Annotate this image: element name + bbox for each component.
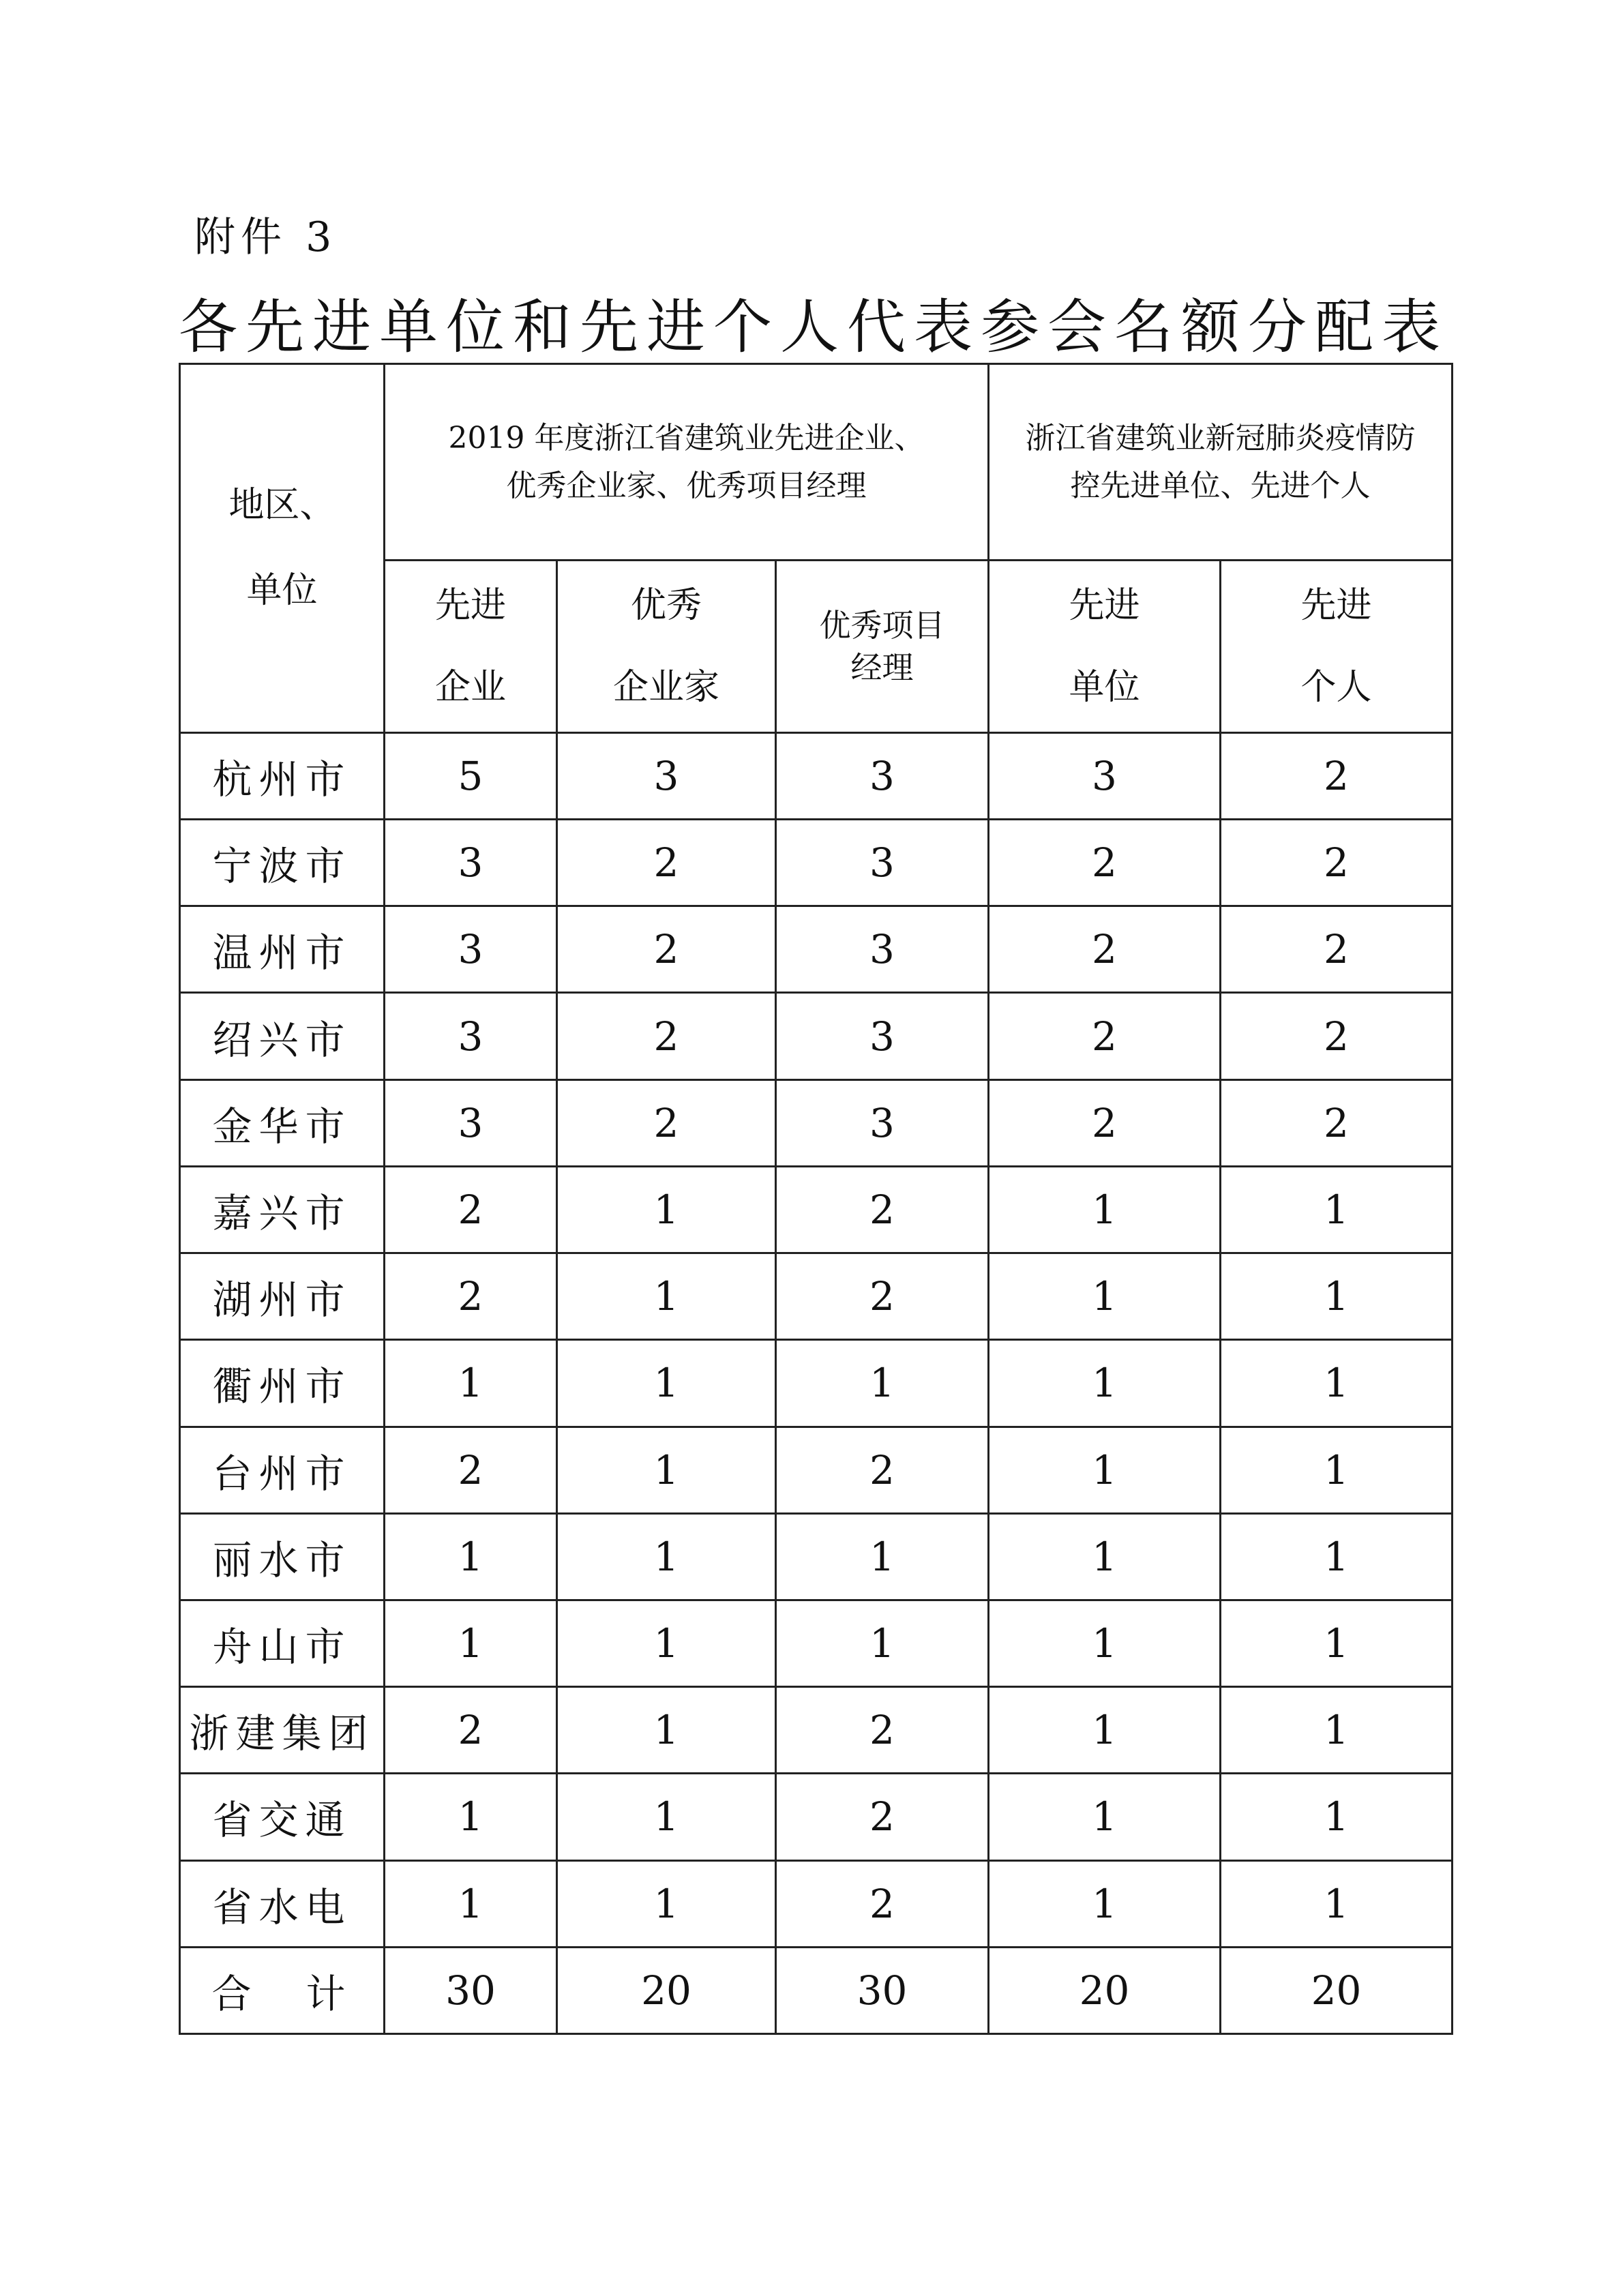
- quota-table: [179, 363, 1453, 2035]
- value-cell: 1: [385, 1513, 557, 1600]
- group-header-line: 浙江省建筑业新冠肺炎疫情防: [1025, 420, 1416, 456]
- value-cell: 3: [385, 1079, 557, 1166]
- table-row: [180, 1427, 1453, 1513]
- attachment-label: 附件 3: [194, 213, 338, 261]
- region-cell: 省水电: [180, 1860, 385, 1947]
- value-cell: 2: [385, 1427, 557, 1513]
- table-row: [180, 1600, 1453, 1686]
- table-row: [180, 1513, 1453, 1600]
- table-row: [180, 1774, 1453, 1860]
- region-cell: 湖州市: [180, 1253, 385, 1340]
- value-cell: 1: [385, 1860, 557, 1947]
- value-cell: 2: [557, 906, 776, 993]
- table-row: [180, 1340, 1453, 1427]
- table-row: [180, 1860, 1453, 1947]
- value-cell: 1: [1221, 1860, 1453, 1947]
- value-cell: 2: [989, 1079, 1221, 1166]
- subheader-line: 单位: [1069, 667, 1140, 709]
- value-cell: 1: [1221, 1253, 1453, 1340]
- value-cell: 1: [989, 1340, 1221, 1427]
- subheader-line: 经理: [850, 649, 914, 687]
- value-cell: 1: [989, 1513, 1221, 1600]
- region-header-line-2: 单位: [246, 569, 318, 611]
- subheader-line: 先进: [1300, 585, 1372, 627]
- value-cell: 2: [385, 1253, 557, 1340]
- group-header-line: 优秀企业家、优秀项目经理: [506, 468, 867, 503]
- subheader-project-manager: [776, 561, 989, 732]
- value-cell: 1: [557, 1340, 776, 1427]
- group-header-2019-awards: [385, 364, 989, 561]
- value-cell: 1: [1221, 1427, 1453, 1513]
- value-cell: 5: [385, 732, 557, 819]
- region-cell: 宁波市: [180, 820, 385, 906]
- value-cell: 2: [1221, 906, 1453, 993]
- region-cell: 台州市: [180, 1427, 385, 1513]
- value-cell: 2: [989, 993, 1221, 1079]
- value-cell: 1: [1221, 1513, 1453, 1600]
- value-cell: 3: [776, 732, 989, 819]
- value-cell: 1: [989, 1774, 1221, 1860]
- subheader-line: 优秀项目: [819, 607, 945, 644]
- region-cell: 舟山市: [180, 1600, 385, 1686]
- table-row: [180, 993, 1453, 1079]
- value-cell: 2: [776, 1774, 989, 1860]
- table-row: [180, 1253, 1453, 1340]
- region-cell: 浙建集团: [180, 1687, 385, 1774]
- region-cell: 杭州市: [180, 732, 385, 819]
- value-cell: 2: [989, 906, 1221, 993]
- subheader-advanced-enterprise: [385, 561, 557, 732]
- total-value-cell: 20: [557, 1947, 776, 2033]
- total-value-cell: 20: [989, 1947, 1221, 2033]
- table-row: [180, 820, 1453, 906]
- value-cell: 2: [989, 820, 1221, 906]
- value-cell: 3: [557, 732, 776, 819]
- region-cell: 衢州市: [180, 1340, 385, 1427]
- region-cell: 金华市: [180, 1079, 385, 1166]
- region-header-cell: [180, 364, 385, 733]
- total-row: [180, 1947, 1453, 2033]
- value-cell: 1: [557, 1166, 776, 1253]
- region-cell: 省交通: [180, 1774, 385, 1860]
- subheader-line: 企业: [434, 667, 506, 709]
- total-label-part: 计: [306, 1970, 353, 2017]
- group-header-covid-awards: [989, 364, 1453, 561]
- subheader-line: 优秀: [630, 585, 702, 627]
- value-cell: 1: [989, 1860, 1221, 1947]
- value-cell: 2: [385, 1166, 557, 1253]
- value-cell: 2: [385, 1687, 557, 1774]
- region-header-line-1: 地区、: [228, 484, 336, 526]
- value-cell: 3: [776, 906, 989, 993]
- value-cell: 1: [989, 1687, 1221, 1774]
- value-cell: 3: [989, 732, 1221, 819]
- subheader-line: 先进: [434, 585, 506, 627]
- value-cell: 2: [776, 1166, 989, 1253]
- value-cell: 2: [1221, 732, 1453, 819]
- value-cell: 2: [557, 993, 776, 1079]
- value-cell: 1: [557, 1860, 776, 1947]
- value-cell: 3: [776, 820, 989, 906]
- value-cell: 1: [989, 1166, 1221, 1253]
- value-cell: 2: [776, 1253, 989, 1340]
- table-row: [180, 1687, 1453, 1774]
- document-title: 各先进单位和先进个人代表参会名额分配表: [179, 293, 1448, 361]
- region-cell: 嘉兴市: [180, 1166, 385, 1253]
- value-cell: 1: [385, 1340, 557, 1427]
- total-value-cell: 30: [776, 1947, 989, 2033]
- value-cell: 1: [989, 1600, 1221, 1686]
- subheader-line: 个人: [1300, 667, 1372, 709]
- total-value-cell: 20: [1221, 1947, 1453, 2033]
- value-cell: 1: [1221, 1774, 1453, 1860]
- value-cell: 1: [776, 1513, 989, 1600]
- value-cell: 2: [776, 1687, 989, 1774]
- subheader-line: 先进: [1069, 585, 1140, 627]
- value-cell: 2: [557, 1079, 776, 1166]
- value-cell: 1: [1221, 1340, 1453, 1427]
- group-header-line: 控先进单位、先进个人: [1070, 468, 1371, 503]
- region-cell: 丽水市: [180, 1513, 385, 1600]
- value-cell: 1: [776, 1600, 989, 1686]
- value-cell: 1: [1221, 1600, 1453, 1686]
- value-cell: 1: [557, 1687, 776, 1774]
- table-row: [180, 732, 1453, 819]
- table-row: [180, 1079, 1453, 1166]
- value-cell: 1: [557, 1600, 776, 1686]
- value-cell: 1: [1221, 1166, 1453, 1253]
- subheader-line: 企业家: [612, 667, 719, 709]
- table-row: [180, 906, 1453, 993]
- value-cell: 1: [989, 1427, 1221, 1513]
- value-cell: 1: [557, 1253, 776, 1340]
- value-cell: 2: [1221, 993, 1453, 1079]
- value-cell: 2: [776, 1427, 989, 1513]
- value-cell: 2: [1221, 1079, 1453, 1166]
- value-cell: 3: [385, 993, 557, 1079]
- value-cell: 1: [989, 1253, 1221, 1340]
- value-cell: 1: [385, 1774, 557, 1860]
- total-label-cell: [180, 1947, 385, 2033]
- total-label-part: 合: [211, 1970, 258, 2017]
- value-cell: 2: [557, 820, 776, 906]
- total-value-cell: 30: [385, 1947, 557, 2033]
- region-cell: 绍兴市: [180, 993, 385, 1079]
- value-cell: 3: [385, 906, 557, 993]
- value-cell: 1: [557, 1774, 776, 1860]
- value-cell: 1: [385, 1600, 557, 1686]
- subheader-excellent-entrepreneur: [557, 561, 776, 732]
- value-cell: 2: [776, 1860, 989, 1947]
- value-cell: 1: [776, 1340, 989, 1427]
- value-cell: 2: [1221, 820, 1453, 906]
- value-cell: 3: [385, 820, 557, 906]
- value-cell: 1: [557, 1427, 776, 1513]
- value-cell: 1: [557, 1513, 776, 1600]
- group-header-line: 2019 年度浙江省建筑业先进企业、: [448, 420, 925, 456]
- table-row: [180, 1166, 1453, 1253]
- subheader-advanced-individual: [1221, 561, 1453, 732]
- subheader-advanced-unit: [989, 561, 1221, 732]
- value-cell: 1: [1221, 1687, 1453, 1774]
- region-cell: 温州市: [180, 906, 385, 993]
- value-cell: 3: [776, 1079, 989, 1166]
- value-cell: 3: [776, 993, 989, 1079]
